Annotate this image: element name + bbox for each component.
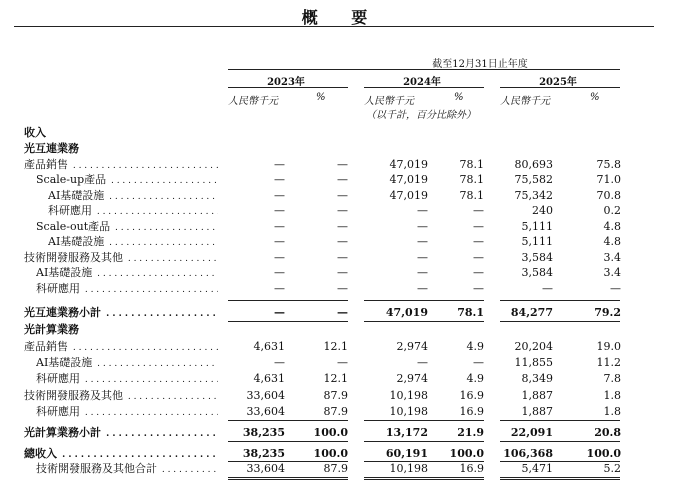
cell-c1: — xyxy=(274,356,285,369)
row-label xyxy=(36,172,218,188)
table-row xyxy=(0,388,683,404)
cell-c2: 12.1 xyxy=(323,340,348,353)
unit-label-2024: 人民幣千元 xyxy=(364,96,414,107)
cell-c6: 75.8 xyxy=(596,158,621,171)
total-rule xyxy=(228,461,348,462)
row-label xyxy=(24,250,218,266)
pct-label-2025: % xyxy=(590,92,600,103)
row-label xyxy=(24,425,218,441)
table-row xyxy=(0,461,683,477)
cell-c5: 106,368 xyxy=(503,447,553,460)
table-row xyxy=(0,125,683,141)
cell-c1: 4,631 xyxy=(253,372,285,385)
row-label-text: Scale-up產品 xyxy=(36,173,107,186)
row-label xyxy=(24,125,218,141)
table-row xyxy=(0,281,683,297)
cell-c1: — xyxy=(274,251,285,264)
cell-c5: 5,111 xyxy=(521,220,553,233)
row-label-text: Scale-out產品 xyxy=(36,220,111,233)
cell-c1: — xyxy=(274,204,285,217)
pct-label-2024: % xyxy=(454,92,464,103)
cell-c3: 13,172 xyxy=(385,426,428,439)
cell-c5: 5,111 xyxy=(521,235,553,248)
table-row xyxy=(0,265,683,281)
cell-c2: — xyxy=(337,189,348,202)
row-label xyxy=(48,188,218,204)
cell-c1: — xyxy=(274,189,285,202)
cell-c4: 78.1 xyxy=(459,158,484,171)
cell-c1: 4,631 xyxy=(253,340,285,353)
row-label-text: AI基礎設施 xyxy=(36,356,93,369)
row-label xyxy=(24,141,218,157)
year-rule-2025 xyxy=(500,87,620,88)
period-header: 截至12月31日止年度 xyxy=(432,59,528,70)
cell-c1: 33,604 xyxy=(246,405,285,418)
cell-c3: — xyxy=(417,282,428,295)
cell-c4: 4.9 xyxy=(466,340,484,353)
table-row xyxy=(0,234,683,250)
cell-c1: — xyxy=(274,235,285,248)
year-2024: 2024年 xyxy=(403,77,441,88)
cell-c5: 1,887 xyxy=(521,405,553,418)
cell-c6: 5.2 xyxy=(603,462,621,475)
cell-c1: — xyxy=(274,282,285,295)
cell-c2: 87.9 xyxy=(323,405,348,418)
table-row xyxy=(0,339,683,355)
cell-c6: 71.0 xyxy=(596,173,621,186)
total-rule xyxy=(500,420,620,421)
cell-c3: 10,198 xyxy=(389,405,428,418)
row-label xyxy=(24,305,218,321)
total-rule xyxy=(500,321,620,322)
cell-c1: 33,604 xyxy=(246,462,285,475)
cell-c6: 1.8 xyxy=(603,389,621,402)
unit-label-2023: 人民幣千元 xyxy=(228,96,278,107)
row-label xyxy=(36,355,218,371)
row-label-text: 產品銷售 xyxy=(24,158,68,171)
cell-c3: — xyxy=(417,356,428,369)
row-label-text: 光互連業務小計 xyxy=(24,306,101,319)
cell-c4: 21.9 xyxy=(457,426,484,439)
cell-c2: 87.9 xyxy=(323,389,348,402)
cell-c6: 0.2 xyxy=(603,204,621,217)
total-rule xyxy=(364,441,484,442)
row-label-text: 技術開發服務及其他 xyxy=(24,389,123,402)
cell-c2: 12.1 xyxy=(323,372,348,385)
total-rule xyxy=(500,300,620,301)
year-2023: 2023年 xyxy=(267,77,305,88)
total-rule xyxy=(228,477,348,480)
row-label xyxy=(36,219,218,235)
total-rule xyxy=(500,461,620,462)
row-label-text: 科研應用 xyxy=(36,372,80,385)
row-label xyxy=(24,157,218,173)
total-rule xyxy=(364,321,484,322)
cell-c4: — xyxy=(473,356,484,369)
cell-c6: 7.8 xyxy=(603,372,621,385)
cell-c5: 3,584 xyxy=(521,251,553,264)
cell-c2: — xyxy=(337,251,348,264)
cell-c2: — xyxy=(337,235,348,248)
cell-c1: — xyxy=(274,306,285,319)
table-row xyxy=(0,355,683,371)
cell-c4: — xyxy=(473,235,484,248)
title-rule xyxy=(14,26,654,27)
cell-c6: 20.8 xyxy=(594,426,621,439)
cell-c2: 87.9 xyxy=(323,462,348,475)
row-label-text: 收入 xyxy=(24,126,46,139)
cell-c2: 100.0 xyxy=(313,447,348,460)
year-rule-2024 xyxy=(364,87,484,88)
cell-c2: — xyxy=(337,204,348,217)
row-label xyxy=(48,234,218,250)
row-label-text: 科研應用 xyxy=(48,204,92,217)
table-row xyxy=(0,322,683,338)
cell-c6: 100.0 xyxy=(586,447,621,460)
table-row xyxy=(0,250,683,266)
row-label xyxy=(24,446,218,462)
row-label-text: 光互連業務 xyxy=(24,142,79,155)
cell-c3: — xyxy=(417,235,428,248)
cell-c6: 19.0 xyxy=(596,340,621,353)
row-label xyxy=(36,404,218,420)
cell-c3: — xyxy=(417,220,428,233)
table-row xyxy=(0,188,683,204)
row-label-text: 科研應用 xyxy=(36,282,80,295)
cell-c4: — xyxy=(473,251,484,264)
cell-c5: 75,582 xyxy=(514,173,553,186)
total-rule xyxy=(228,420,348,421)
total-rule xyxy=(228,441,348,442)
row-label xyxy=(24,388,218,404)
cell-c3: 47,019 xyxy=(385,306,428,319)
cell-c5: 1,887 xyxy=(521,389,553,402)
cell-c2: — xyxy=(337,220,348,233)
cell-c5: 20,204 xyxy=(514,340,553,353)
total-rule xyxy=(364,300,484,301)
cell-c5: 84,277 xyxy=(510,306,553,319)
cell-c6: 79.2 xyxy=(594,306,621,319)
table-row xyxy=(0,371,683,387)
cell-c3: 60,191 xyxy=(385,447,428,460)
total-rule xyxy=(228,300,348,301)
cell-c4: 78.1 xyxy=(457,306,484,319)
cell-c6: 4.8 xyxy=(603,220,621,233)
cell-c6: — xyxy=(610,282,621,295)
cell-c2: — xyxy=(337,173,348,186)
row-label xyxy=(36,461,218,477)
cell-c3: 10,198 xyxy=(389,462,428,475)
cell-c4: 78.1 xyxy=(459,189,484,202)
cell-c3: 2,974 xyxy=(396,372,428,385)
cell-c2: — xyxy=(337,266,348,279)
table-row xyxy=(0,172,683,188)
total-rule xyxy=(500,441,620,442)
cell-c5: 8,349 xyxy=(521,372,553,385)
row-label-text: 光計算業務小計 xyxy=(24,426,101,439)
cell-c4: 100.0 xyxy=(449,447,484,460)
cell-c4: — xyxy=(473,204,484,217)
cell-c1: 38,235 xyxy=(242,447,285,460)
cell-c2: 100.0 xyxy=(313,426,348,439)
cell-c1: 33,604 xyxy=(246,389,285,402)
cell-c4: 16.9 xyxy=(459,405,484,418)
row-label xyxy=(36,281,218,297)
row-label-text: AI基礎設施 xyxy=(36,266,93,279)
row-label xyxy=(48,203,218,219)
row-label-text: 產品銷售 xyxy=(24,340,68,353)
cell-c1: — xyxy=(274,266,285,279)
table-row xyxy=(0,305,683,321)
cell-c4: — xyxy=(473,220,484,233)
cell-c5: 75,342 xyxy=(514,189,553,202)
cell-c5: 80,693 xyxy=(514,158,553,171)
cell-c3: 47,019 xyxy=(389,158,428,171)
row-label xyxy=(24,322,218,338)
cell-c5: — xyxy=(542,282,553,295)
cell-c3: 10,198 xyxy=(389,389,428,402)
cell-c5: 22,091 xyxy=(510,426,553,439)
row-label-text: AI基礎設施 xyxy=(48,235,105,248)
table-row xyxy=(0,425,683,441)
total-rule xyxy=(364,420,484,421)
total-rule xyxy=(364,477,484,480)
unit-note: （以千計，百分比除外） xyxy=(366,110,476,121)
row-label-text: 光計算業務 xyxy=(24,323,79,336)
table-row xyxy=(0,446,683,462)
table-row xyxy=(0,157,683,173)
cell-c6: 1.8 xyxy=(603,405,621,418)
cell-c5: 5,471 xyxy=(521,462,553,475)
period-rule xyxy=(228,69,620,70)
cell-c4: 16.9 xyxy=(459,462,484,475)
cell-c1: — xyxy=(274,220,285,233)
cell-c1: — xyxy=(274,158,285,171)
cell-c6: 4.8 xyxy=(603,235,621,248)
cell-c4: — xyxy=(473,282,484,295)
cell-c3: — xyxy=(417,266,428,279)
cell-c4: 4.9 xyxy=(466,372,484,385)
row-label xyxy=(36,371,218,387)
cell-c5: 240 xyxy=(532,204,553,217)
cell-c2: — xyxy=(337,282,348,295)
total-rule xyxy=(364,461,484,462)
table-row xyxy=(0,404,683,420)
total-rule xyxy=(228,321,348,322)
cell-c5: 3,584 xyxy=(521,266,553,279)
year-rule-2023 xyxy=(228,87,348,88)
cell-c2: — xyxy=(337,306,348,319)
year-2025: 2025年 xyxy=(539,77,577,88)
row-label-text: 科研應用 xyxy=(36,405,80,418)
table-row xyxy=(0,141,683,157)
cell-c3: — xyxy=(417,251,428,264)
cell-c6: 3.4 xyxy=(603,266,621,279)
table-row xyxy=(0,219,683,235)
cell-c2: — xyxy=(337,158,348,171)
row-label xyxy=(24,339,218,355)
cell-c6: 11.2 xyxy=(596,356,621,369)
cell-c3: 47,019 xyxy=(389,173,428,186)
cell-c5: 11,855 xyxy=(514,356,553,369)
cell-c1: 38,235 xyxy=(242,426,285,439)
row-label-text: 技術開發服務及其他合計 xyxy=(36,462,157,475)
cell-c4: 78.1 xyxy=(459,173,484,186)
cell-c3: 47,019 xyxy=(389,189,428,202)
cell-c4: 16.9 xyxy=(459,389,484,402)
cell-c3: — xyxy=(417,204,428,217)
row-label-text: AI基礎設施 xyxy=(48,189,105,202)
cell-c2: — xyxy=(337,356,348,369)
cell-c6: 70.8 xyxy=(596,189,621,202)
row-label-text: 技術開發服務及其他 xyxy=(24,251,123,264)
cell-c4: — xyxy=(473,266,484,279)
page-title: 概 要 xyxy=(301,8,382,27)
total-rule xyxy=(500,477,620,480)
unit-label-2025: 人民幣千元 xyxy=(500,96,550,107)
row-label xyxy=(36,265,218,281)
pct-label-2023: % xyxy=(316,92,326,103)
table-row xyxy=(0,203,683,219)
row-label-text: 總收入 xyxy=(24,447,57,460)
cell-c6: 3.4 xyxy=(603,251,621,264)
cell-c1: — xyxy=(274,173,285,186)
cell-c3: 2,974 xyxy=(396,340,428,353)
